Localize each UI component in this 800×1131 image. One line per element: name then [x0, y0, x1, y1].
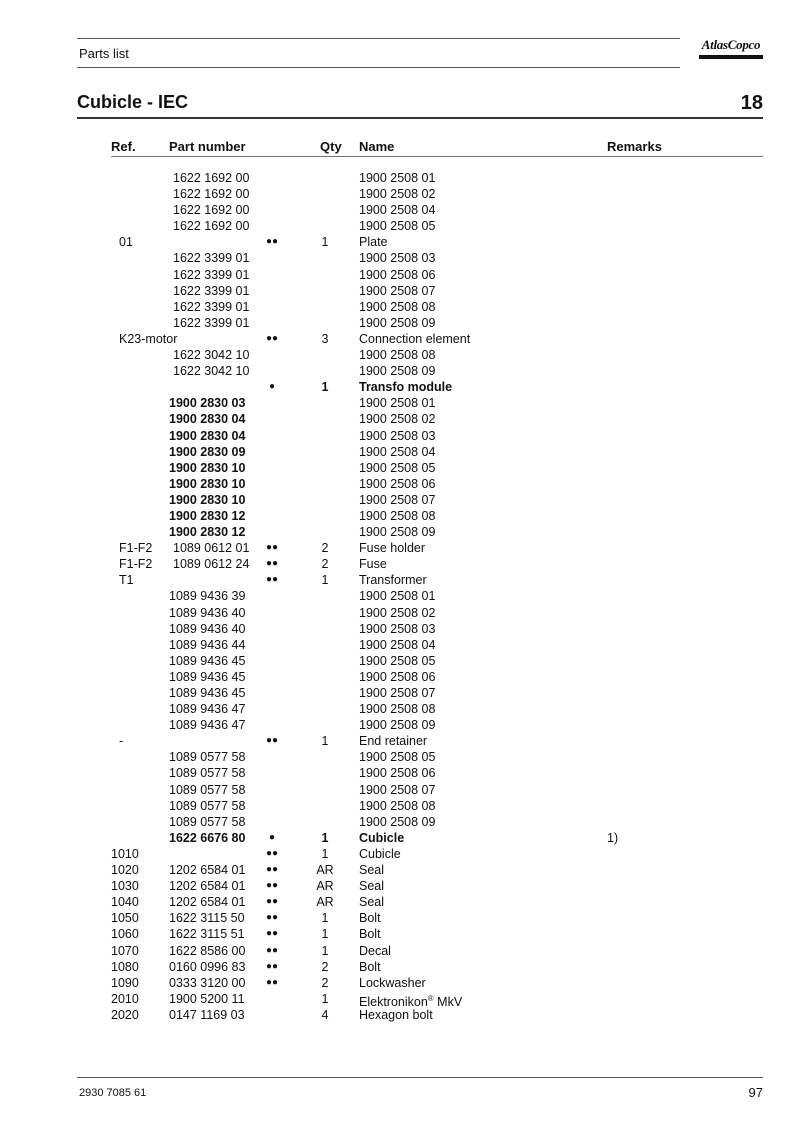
cell-name-text: Hexagon bolt [359, 1007, 433, 1022]
table-row [0, 331, 800, 347]
cell-qty: 1 [321, 830, 329, 845]
cell-name [359, 605, 435, 621]
cell-name [359, 975, 426, 991]
cell-part-number: 0333 3120 00 [169, 975, 246, 990]
cell-name [359, 267, 435, 283]
cell-ref: 1060 [111, 927, 139, 942]
column-header-ref: Ref. [111, 139, 136, 154]
cell-name-text: 1900 2508 09 [359, 364, 436, 379]
cell-name-text: 1900 2508 08 [359, 348, 436, 363]
cell-name-text: Seal [359, 895, 385, 910]
table-row [0, 267, 800, 283]
cell-name [359, 476, 435, 492]
table-row [0, 379, 800, 395]
cell-ref: K23-motor [119, 331, 178, 346]
cell-part-number: 1622 3115 51 [169, 927, 245, 942]
cell-level-marker: ●● [265, 574, 279, 586]
table-row [0, 315, 800, 331]
cell-part-number: 1900 2830 09 [169, 444, 246, 459]
cell-ref: 1090 [111, 975, 139, 990]
cell-part-number: 1622 3399 01 [173, 283, 250, 298]
cell-level-marker: ● [268, 381, 276, 393]
cell-name [359, 814, 435, 830]
cell-name [359, 798, 435, 814]
table-row [0, 846, 800, 862]
cell-name-text: 1900 2508 09 [359, 814, 436, 829]
cell-name-text: Cubicle [359, 830, 405, 845]
cell-name [359, 653, 435, 669]
table-row [0, 170, 800, 186]
cell-qty: 2 [321, 959, 329, 974]
cell-part-number: 1900 2830 10 [169, 492, 246, 507]
table-row [0, 395, 800, 411]
cell-qty: 1 [321, 927, 329, 942]
cell-name [359, 234, 388, 250]
table-row [0, 428, 800, 444]
cell-name [359, 943, 391, 959]
cell-part-number: 1089 9436 40 [169, 621, 246, 636]
cell-level-marker: ●● [265, 912, 279, 924]
cell-name-text: Fuse holder [359, 541, 426, 556]
table-row [0, 926, 800, 942]
cell-part-number: 1089 0612 01 [173, 541, 250, 556]
table-row [0, 894, 800, 910]
cell-name-text: 1900 2508 03 [359, 428, 436, 443]
cell-name [359, 331, 470, 347]
cell-part-number: 1622 1692 00 [173, 187, 250, 202]
cell-part-number: 1622 3042 10 [173, 348, 250, 363]
cell-part-number: 1202 6584 01 [169, 879, 246, 894]
cell-part-number: 1089 0577 58 [169, 766, 246, 781]
cell-name-text: 1900 2508 03 [359, 251, 436, 266]
cell-name-text: 1900 2508 02 [359, 605, 436, 620]
cell-level-marker: ●● [265, 896, 279, 908]
section-number: 18 [740, 92, 763, 114]
cell-part-number: 1900 2830 04 [169, 428, 246, 443]
cell-part-number: 1622 6676 80 [169, 830, 246, 845]
table-row [0, 492, 800, 508]
table-row [0, 830, 800, 846]
table-row [0, 605, 800, 621]
table-row [0, 411, 800, 427]
table-row [0, 250, 800, 266]
cell-part-number: 1622 3399 01 [173, 251, 250, 266]
cell-name-text: 1900 2508 06 [359, 766, 436, 781]
cell-level-marker: ●● [265, 864, 279, 876]
cell-name [359, 685, 435, 701]
cell-part-number: 1202 6584 01 [169, 895, 246, 910]
cell-name [359, 283, 435, 299]
document-code: 2930 7085 61 [79, 1087, 147, 1099]
cell-part-number: 1089 0577 58 [169, 814, 246, 829]
header-rule-top [77, 38, 680, 39]
cell-name-text: 1900 2508 01 [359, 589, 436, 604]
table-row [0, 991, 800, 1007]
cell-qty: 1 [321, 734, 329, 749]
cell-name-text: End retainer [359, 734, 428, 749]
cell-name-text: Bolt [359, 927, 381, 942]
table-row [0, 588, 800, 604]
cell-name [359, 1007, 433, 1023]
cell-name-text: 1900 2508 08 [359, 702, 436, 717]
logo-wordmark: AtlasCopco [701, 37, 761, 52]
cell-name-text: 1900 2508 07 [359, 492, 436, 507]
cell-name [359, 669, 435, 685]
cell-part-number: 1089 0577 58 [169, 782, 246, 797]
table-row [0, 202, 800, 218]
cell-name [359, 379, 452, 395]
cell-part-number: 1089 9436 40 [169, 605, 246, 620]
cell-part-number: 0160 0996 83 [169, 959, 246, 974]
cell-ref: 2010 [111, 991, 139, 1006]
table-row [0, 508, 800, 524]
cell-name [359, 717, 435, 733]
cell-name-text: 1900 2508 02 [359, 187, 436, 202]
cell-level-marker: ●● [265, 542, 279, 554]
cell-name [359, 621, 435, 637]
cell-name [359, 347, 435, 363]
cell-qty: 2 [321, 975, 329, 990]
cell-name-text: 1900 2508 05 [359, 219, 436, 234]
table-row [0, 444, 800, 460]
table-row [0, 765, 800, 781]
cell-name-text: Bolt [359, 911, 381, 926]
table-row [0, 556, 800, 572]
cell-name-text: Plate [359, 235, 388, 250]
cell-name-text: Fuse [359, 557, 387, 572]
table-row [0, 1007, 800, 1023]
cell-name-text: 1900 2508 06 [359, 476, 436, 491]
cell-name-text: 1900 2508 09 [359, 718, 436, 733]
cell-part-number: 1622 8586 00 [169, 943, 246, 958]
header-title: Parts list [79, 46, 129, 61]
table-row [0, 363, 800, 379]
cell-part-number: 1622 3399 01 [173, 299, 250, 314]
cell-ref: 1040 [111, 895, 139, 910]
cell-qty: 1 [321, 846, 329, 861]
table-row [0, 701, 800, 717]
table-row [0, 685, 800, 701]
cell-part-number: 1089 9436 44 [169, 637, 246, 652]
cell-ref: 1020 [111, 863, 139, 878]
cell-part-number: 1900 2830 04 [169, 412, 246, 427]
cell-name-text: Connection element [359, 331, 471, 346]
cell-qty: 3 [321, 331, 329, 346]
cell-part-number: 1089 9436 47 [169, 718, 246, 733]
cell-level-marker: ●● [265, 880, 279, 892]
cell-name-text: Transfo module [359, 380, 453, 395]
cell-ref: 1070 [111, 943, 139, 958]
logo-bar [699, 55, 763, 59]
registered-mark: ® [427, 993, 434, 1003]
cell-name [359, 428, 435, 444]
cell-name [359, 170, 435, 186]
cell-qty: 4 [321, 1007, 329, 1022]
table-row [0, 910, 800, 926]
cell-name [359, 765, 435, 781]
cell-ref: 1010 [111, 846, 139, 861]
cell-name [359, 959, 381, 975]
header-rule-bottom [77, 67, 680, 68]
cell-level-marker: ●● [265, 847, 279, 859]
cell-qty: 2 [321, 541, 329, 556]
cell-level-marker: ●● [265, 976, 279, 988]
cell-part-number: 1089 9436 45 [169, 669, 246, 684]
cell-ref: - [119, 734, 124, 749]
cell-name [359, 444, 435, 460]
cell-qty: 2 [321, 557, 329, 572]
cell-qty: 1 [321, 380, 329, 395]
table-row [0, 878, 800, 894]
cell-qty: 1 [321, 991, 329, 1006]
cell-name [359, 524, 435, 540]
footer-rule [77, 1077, 763, 1078]
table-row [0, 749, 800, 765]
cell-part-number: 1900 2830 03 [169, 396, 246, 411]
cell-name [359, 460, 435, 476]
cell-name-text: 1900 2508 04 [359, 637, 436, 652]
table-row [0, 653, 800, 669]
cell-name-text: 1900 2508 09 [359, 525, 436, 540]
cell-ref: 1030 [111, 879, 139, 894]
cell-name-suffix: MkV [433, 994, 463, 1009]
cell-ref: 2020 [111, 1007, 139, 1022]
table-row [0, 733, 800, 749]
cell-part-number: 0147 1169 03 [169, 1007, 245, 1022]
cell-name [359, 588, 435, 604]
cell-qty: AR [316, 879, 334, 894]
cell-level-marker: ●● [265, 332, 279, 344]
cell-remarks: 1) [607, 830, 619, 845]
cell-name-text: Cubicle [359, 846, 401, 861]
table-row [0, 814, 800, 830]
cell-part-number: 1089 0577 58 [169, 798, 246, 813]
column-header-rule [111, 156, 763, 157]
cell-name-text: 1900 2508 06 [359, 669, 436, 684]
cell-name-text: 1900 2508 09 [359, 315, 436, 330]
table-row [0, 959, 800, 975]
section-title: Cubicle - IEC [77, 92, 189, 112]
cell-name [359, 926, 381, 942]
cell-name [359, 202, 435, 218]
cell-part-number: 1622 3399 01 [173, 315, 250, 330]
cell-ref: 01 [119, 235, 133, 250]
page-number: 97 [748, 1085, 763, 1100]
cell-name-text: Seal [359, 879, 385, 894]
cell-part-number: 1622 1692 00 [173, 203, 250, 218]
cell-qty: AR [316, 895, 334, 910]
section-rule [77, 117, 763, 119]
table-row [0, 717, 800, 733]
cell-name [359, 910, 381, 926]
table-row [0, 943, 800, 959]
cell-name-text: 1900 2508 08 [359, 798, 436, 813]
cell-name [359, 218, 435, 234]
cell-name [359, 782, 435, 798]
cell-qty: 1 [321, 235, 329, 250]
cell-level-marker: ● [268, 831, 276, 843]
cell-part-number: 1900 2830 12 [169, 525, 246, 540]
column-header-qty: Qty [320, 139, 342, 154]
cell-name [359, 411, 435, 427]
cell-name [359, 733, 427, 749]
cell-part-number: 1900 2830 12 [169, 508, 246, 523]
cell-part-number: 1089 9436 47 [169, 702, 246, 717]
cell-ref: F1-F2 [119, 557, 153, 572]
cell-part-number: 1900 2830 10 [169, 476, 246, 491]
cell-name [359, 749, 435, 765]
column-header-remarks: Remarks [607, 139, 662, 154]
cell-qty: 1 [321, 911, 329, 926]
cell-name-text: Bolt [359, 959, 381, 974]
cell-part-number: 1900 5200 11 [169, 991, 245, 1006]
table-row [0, 347, 800, 363]
cell-qty: AR [316, 863, 334, 878]
cell-name [359, 556, 387, 572]
cell-name-text: 1900 2508 07 [359, 283, 436, 298]
column-header-part-number: Part number [169, 139, 246, 154]
table-row [0, 540, 800, 556]
table-row [0, 621, 800, 637]
cell-name-text: 1900 2508 05 [359, 460, 436, 475]
cell-name-text: 1900 2508 01 [359, 171, 436, 185]
cell-name [359, 878, 384, 894]
cell-name [359, 186, 435, 202]
table-row [0, 782, 800, 798]
parts-table [0, 170, 800, 1023]
cell-part-number: 1622 3042 10 [173, 364, 250, 379]
cell-name-text: Decal [359, 943, 391, 958]
table-row [0, 572, 800, 588]
table-row [0, 975, 800, 991]
cell-name-text: 1900 2508 04 [359, 444, 436, 459]
cell-name-text: Elektronikon [359, 994, 428, 1009]
cell-part-number: 1089 9436 39 [169, 589, 246, 604]
cell-ref: 1080 [111, 959, 139, 974]
cell-name [359, 846, 401, 862]
column-header-name: Name [359, 139, 395, 154]
atlas-copco-logo [699, 38, 763, 59]
cell-name-text: 1900 2508 07 [359, 782, 436, 797]
cell-level-marker: ●● [265, 944, 279, 956]
cell-name-text: 1900 2508 05 [359, 750, 436, 765]
cell-name [359, 862, 384, 878]
cell-name [359, 363, 435, 379]
cell-part-number: 1089 0577 58 [169, 750, 246, 765]
table-row [0, 862, 800, 878]
cell-name [359, 540, 425, 556]
cell-name-text: 1900 2508 03 [359, 621, 436, 636]
cell-level-marker: ●● [265, 960, 279, 972]
cell-name-text: 1900 2508 05 [359, 653, 436, 668]
table-row [0, 637, 800, 653]
cell-level-marker: ●● [265, 928, 279, 940]
cell-part-number: 1900 2830 10 [169, 460, 246, 475]
table-row [0, 283, 800, 299]
cell-name [359, 250, 435, 266]
cell-name [359, 395, 435, 411]
cell-name [359, 572, 427, 588]
table-row [0, 299, 800, 315]
cell-ref: F1-F2 [119, 541, 153, 556]
cell-part-number: 1089 9436 45 [169, 653, 246, 668]
cell-name-text: 1900 2508 02 [359, 412, 436, 427]
cell-part-number: 1089 0612 24 [173, 557, 250, 572]
table-row [0, 460, 800, 476]
cell-name [359, 508, 435, 524]
cell-qty: 1 [321, 573, 329, 588]
cell-name-text: 1900 2508 08 [359, 508, 436, 523]
cell-part-number: 1622 1692 00 [173, 171, 250, 185]
cell-part-number: 1622 3115 50 [169, 911, 245, 926]
cell-part-number: 1202 6584 01 [169, 863, 246, 878]
cell-name [359, 315, 435, 331]
cell-name-text: 1900 2508 06 [359, 267, 436, 282]
table-row [0, 476, 800, 492]
cell-name-text: 1900 2508 08 [359, 299, 436, 314]
cell-name [359, 299, 435, 315]
cell-name-text: 1900 2508 07 [359, 686, 436, 700]
cell-name [359, 830, 404, 846]
cell-ref: T1 [119, 573, 134, 588]
cell-name-text: 1900 2508 04 [359, 203, 436, 218]
table-row [0, 218, 800, 234]
cell-name-text: 1900 2508 01 [359, 396, 436, 411]
cell-level-marker: ●● [265, 735, 279, 747]
cell-name-text: Lockwasher [359, 975, 426, 990]
cell-part-number: 1622 3399 01 [173, 267, 250, 282]
table-row [0, 798, 800, 814]
cell-name-text: Seal [359, 863, 385, 878]
cell-name [359, 701, 435, 717]
cell-name [359, 637, 435, 653]
cell-part-number: 1622 1692 00 [173, 219, 250, 234]
cell-part-number: 1089 9436 45 [169, 686, 246, 700]
cell-level-marker: ●● [265, 236, 279, 248]
table-row [0, 186, 800, 202]
cell-name [359, 894, 384, 910]
cell-ref: 1050 [111, 911, 139, 926]
table-row [0, 234, 800, 250]
table-row [0, 669, 800, 685]
table-row [0, 524, 800, 540]
cell-qty: 1 [321, 943, 329, 958]
cell-name [359, 492, 435, 508]
cell-name-text: Transformer [359, 573, 427, 588]
cell-level-marker: ●● [265, 558, 279, 570]
